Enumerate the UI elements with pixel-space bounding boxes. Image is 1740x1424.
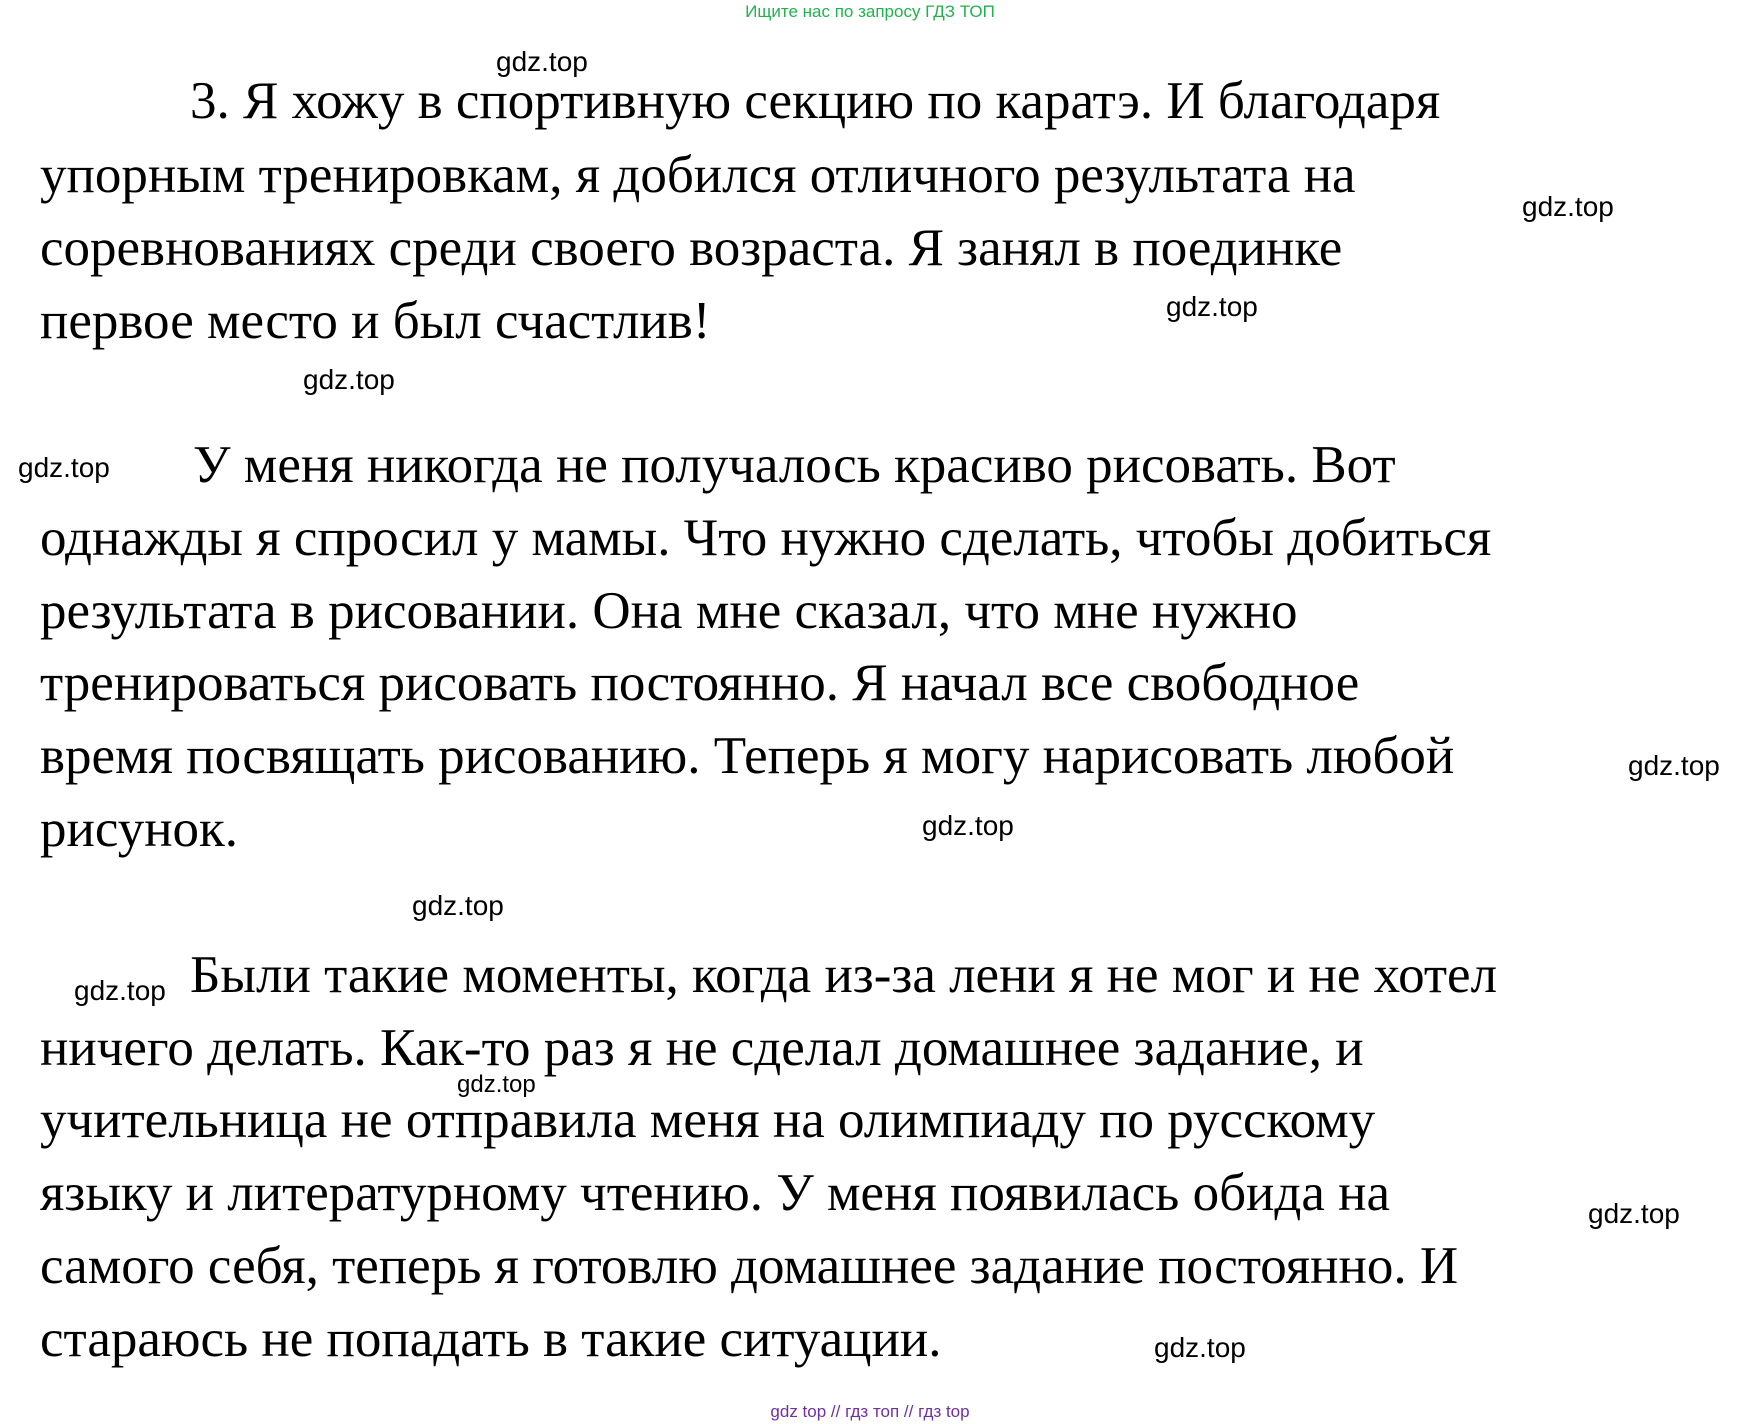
paragraph-1-line-1: 3. Я хожу в спортивную секцию по каратэ. И благодаря: [190, 72, 1441, 130]
paragraph-1-line-2: упорным тренировкам, я добился отличного результата на: [40, 146, 1356, 204]
paragraph-3-line-3: учительница не отправила меня на олимпиаду по русскому: [40, 1091, 1376, 1149]
watermark: gdz.top: [18, 452, 110, 483]
watermark: gdz.top: [1588, 1198, 1680, 1229]
paragraph-3-line-6: стараюсь не попадать в такие ситуации.: [40, 1310, 942, 1368]
paragraph-3-line-5: самого себя, теперь я готовлю домашнее задание постоянно. И: [40, 1237, 1459, 1295]
paragraph-3-line-2: ничего делать. Как-то раз я не сделал домашнее задание, и: [40, 1019, 1364, 1077]
paragraph-1-line-3: соревнованиях среди своего возраста. Я занял в поединке: [40, 219, 1343, 277]
paragraph-3-line-4: языку и литературному чтению. У меня появилась обида на: [40, 1164, 1391, 1222]
watermark: gdz.top: [303, 364, 395, 395]
watermark: gdz.top: [922, 810, 1014, 841]
search-hint-banner: Ищите нас по запросу ГДЗ ТОП: [745, 2, 995, 21]
paragraph-2-line-4: тренироваться рисовать постоянно. Я начал все свободное: [40, 654, 1360, 712]
paragraph-2-line-2: однажды я спросил у мамы. Что нужно сделать, чтобы добиться: [40, 509, 1492, 567]
paragraph-2-line-5: время посвящать рисованию. Теперь я могу нарисовать любой: [40, 727, 1455, 785]
watermark: gdz.top: [1522, 191, 1614, 222]
watermark: gdz.top: [496, 46, 588, 77]
paragraph-2-line-6: рисунок.: [40, 800, 239, 858]
footer-links: gdz top // гдз топ // гдз top: [770, 1402, 970, 1421]
watermark: gdz.top: [1154, 1332, 1246, 1363]
watermark: gdz.top: [1166, 291, 1258, 322]
watermark: gdz.top: [412, 890, 504, 921]
watermark: gdz.top: [74, 975, 166, 1006]
watermark: gdz.top: [457, 1071, 536, 1098]
paragraph-2-line-3: результата в рисовании. Она мне сказал, что мне нужно: [40, 582, 1298, 640]
watermark: gdz.top: [1628, 750, 1720, 781]
paragraph-1-line-4: первое место и был счастлив!: [40, 292, 711, 350]
paragraph-2-line-1: У меня никогда не получалось красиво рисовать. Вот: [193, 436, 1396, 494]
paragraph-3-line-1: Были такие моменты, когда из-за лени я не мог и не хотел: [190, 946, 1498, 1004]
